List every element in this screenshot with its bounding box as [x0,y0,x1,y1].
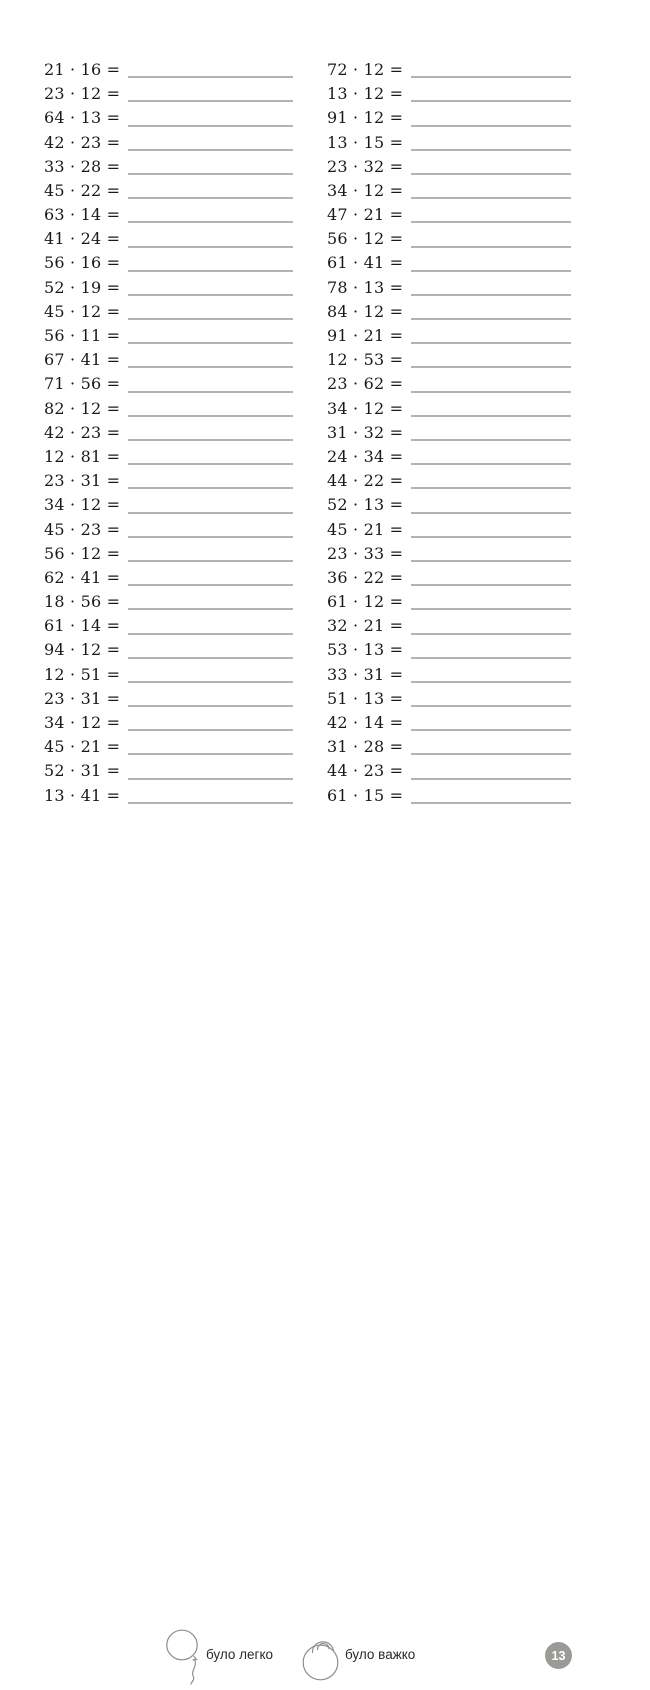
answer-line [411,366,571,368]
problem-text: 33 · 31 = [327,664,404,684]
problem-row [327,759,573,783]
answer-line [128,487,293,489]
kettlebell-icon [301,1630,345,1684]
problem-text: 12 · 81 = [44,446,121,466]
problem-text: 23 · 12 = [44,84,121,104]
problem-text: 44 · 23 = [327,761,404,781]
problem-row [327,155,573,179]
problem-row [327,663,573,687]
problem-text: 21 · 16 = [44,59,121,79]
problem-text: 23 · 31 = [44,688,121,708]
problem-text: 42 · 23 = [44,132,121,152]
answer-line [411,246,571,248]
problem-row [327,276,573,300]
problem-text: 42 · 14 = [327,713,404,733]
problem-row [327,203,573,227]
problem-row [44,227,295,251]
problem-row [327,131,573,155]
answer-line [128,778,293,780]
problem-row [44,203,295,227]
answer-line [128,197,293,199]
answer-line [128,512,293,514]
problem-row [44,445,295,469]
balloon-icon [165,1628,205,1690]
problem-text: 34 · 12 = [44,495,121,515]
problem-row [44,518,295,542]
answer-line [411,753,571,755]
answer-line [411,125,571,127]
answer-line [411,802,571,804]
answer-line [128,391,293,393]
problem-text: 24 · 34 = [327,446,404,466]
answer-line [128,366,293,368]
answer-line [411,76,571,78]
answer-line [128,536,293,538]
problem-text: 18 · 56 = [44,592,121,612]
problem-text: 23 · 33 = [327,543,404,563]
answer-line [128,633,293,635]
problem-text: 31 · 28 = [327,737,404,757]
problem-text: 56 · 16 = [44,253,121,273]
answer-line [411,536,571,538]
problem-row [44,348,295,372]
problem-text: 44 · 22 = [327,471,404,491]
problem-row [327,614,573,638]
answer-line [411,705,571,707]
problem-text: 52 · 13 = [327,495,404,515]
answer-line [411,221,571,223]
problem-row [44,566,295,590]
problem-text: 45 · 23 = [44,519,121,539]
answer-line [411,318,571,320]
answer-line [128,657,293,659]
problem-row [44,735,295,759]
problem-row [327,227,573,251]
problem-row [44,493,295,517]
problem-row [327,469,573,493]
problem-row [327,179,573,203]
problem-text: 34 · 12 = [44,713,121,733]
problem-row [44,663,295,687]
problem-row [44,324,295,348]
problem-text: 63 · 14 = [44,205,121,225]
problem-row [327,590,573,614]
problems-column-left [44,58,295,808]
answer-line [128,705,293,707]
problem-text: 72 · 12 = [327,59,404,79]
answer-line [411,778,571,780]
answer-line [411,415,571,417]
problem-text: 45 · 22 = [44,180,121,200]
footer [0,812,650,1663]
answer-line [128,270,293,272]
answer-line [411,608,571,610]
problem-text: 23 · 32 = [327,156,404,176]
problems-column-right [327,58,573,808]
answer-line [128,608,293,610]
answer-line [411,270,571,272]
problem-row [44,372,295,396]
problem-text: 71 · 56 = [44,374,121,394]
problem-row [327,300,573,324]
problem-text: 13 · 12 = [327,84,404,104]
answer-line [411,487,571,489]
problem-row [327,566,573,590]
problem-text: 12 · 51 = [44,664,121,684]
problem-text: 61 · 12 = [327,592,404,612]
problem-row [327,639,573,663]
problem-row [327,687,573,711]
problem-row [327,518,573,542]
problem-text: 47 · 21 = [327,205,404,225]
problem-text: 56 · 11 = [44,326,121,346]
problem-row [327,784,573,808]
problem-text: 12 · 53 = [327,350,404,370]
problem-row [327,397,573,421]
answer-line [128,294,293,296]
answer-line [411,173,571,175]
answer-line [128,753,293,755]
problem-row [44,639,295,663]
problem-row [44,590,295,614]
problem-text: 45 · 12 = [44,301,121,321]
problem-text: 45 · 21 = [44,737,121,757]
problem-text: 64 · 13 = [44,108,121,128]
answer-line [411,633,571,635]
problem-row [44,179,295,203]
problem-row [327,493,573,517]
answer-line [128,149,293,151]
answer-line [411,197,571,199]
problem-row [327,542,573,566]
problem-text: 36 · 22 = [327,567,404,587]
answer-line [128,439,293,441]
problem-text: 84 · 12 = [327,301,404,321]
answer-line [411,149,571,151]
answer-line [128,560,293,562]
problem-text: 23 · 31 = [44,471,121,491]
problem-row [327,421,573,445]
answer-line [411,439,571,441]
answer-line [128,415,293,417]
problem-text: 61 · 41 = [327,253,404,273]
answer-line [128,76,293,78]
problem-row [44,300,295,324]
answer-line [411,729,571,731]
answer-line [128,100,293,102]
problem-row [327,82,573,106]
answer-line [128,221,293,223]
answer-line [128,246,293,248]
problem-row [327,324,573,348]
problem-text: 61 · 15 = [327,785,404,805]
problem-row [44,252,295,276]
problem-row [327,348,573,372]
problem-text: 56 · 12 = [44,543,121,563]
answer-line [128,125,293,127]
problem-text: 33 · 28 = [44,156,121,176]
was-easy-label: було легко [206,1647,274,1662]
answer-line [411,657,571,659]
problem-row [327,372,573,396]
answer-line [128,463,293,465]
problem-row [44,687,295,711]
answer-line [128,802,293,804]
answer-line [411,463,571,465]
answer-line [128,342,293,344]
problem-text: 42 · 23 = [44,422,121,442]
problem-row [44,58,295,82]
problem-text: 91 · 21 = [327,326,404,346]
problem-row [44,784,295,808]
problem-text: 13 · 41 = [44,785,121,805]
problem-row [327,735,573,759]
answer-line [411,342,571,344]
answer-line [411,584,571,586]
problem-text: 62 · 41 = [44,567,121,587]
problem-row [44,469,295,493]
problem-text: 13 · 15 = [327,132,404,152]
problem-text: 52 · 31 = [44,761,121,781]
answer-line [411,681,571,683]
problem-row [44,759,295,783]
problem-text: 67 · 41 = [44,350,121,370]
problem-text: 34 · 12 = [327,398,404,418]
problem-text: 51 · 13 = [327,688,404,708]
problem-row [327,711,573,735]
problem-text: 32 · 21 = [327,616,404,636]
answer-line [411,512,571,514]
problem-text: 91 · 12 = [327,108,404,128]
problem-text: 34 · 12 = [327,180,404,200]
problem-text: 23 · 62 = [327,374,404,394]
problem-text: 53 · 13 = [327,640,404,660]
problem-row [44,155,295,179]
answer-line [411,391,571,393]
answer-line [128,681,293,683]
problem-row [44,711,295,735]
problem-text: 94 · 12 = [44,640,121,660]
answer-line [128,729,293,731]
answer-line [128,584,293,586]
problem-row [44,542,295,566]
problem-row [44,614,295,638]
was-hard-label: було важко [345,1647,416,1662]
problem-row [327,252,573,276]
problem-row [44,106,295,130]
problem-text: 52 · 19 = [44,277,121,297]
problem-row [44,131,295,155]
problem-text: 31 · 32 = [327,422,404,442]
problem-row [44,397,295,421]
problem-text: 78 · 13 = [327,277,404,297]
answer-line [128,318,293,320]
problem-row [327,58,573,82]
problem-row [327,445,573,469]
problem-text: 41 · 24 = [44,229,121,249]
problem-row [44,421,295,445]
problem-row [44,276,295,300]
answer-line [411,100,571,102]
problem-text: 45 · 21 = [327,519,404,539]
problem-row [44,82,295,106]
answer-line [411,294,571,296]
problem-row [327,106,573,130]
problem-text: 61 · 14 = [44,616,121,636]
answer-line [411,560,571,562]
problem-text: 82 · 12 = [44,398,121,418]
problem-text: 56 · 12 = [327,229,404,249]
page-number-badge: 13 [545,1642,572,1669]
answer-line [128,173,293,175]
